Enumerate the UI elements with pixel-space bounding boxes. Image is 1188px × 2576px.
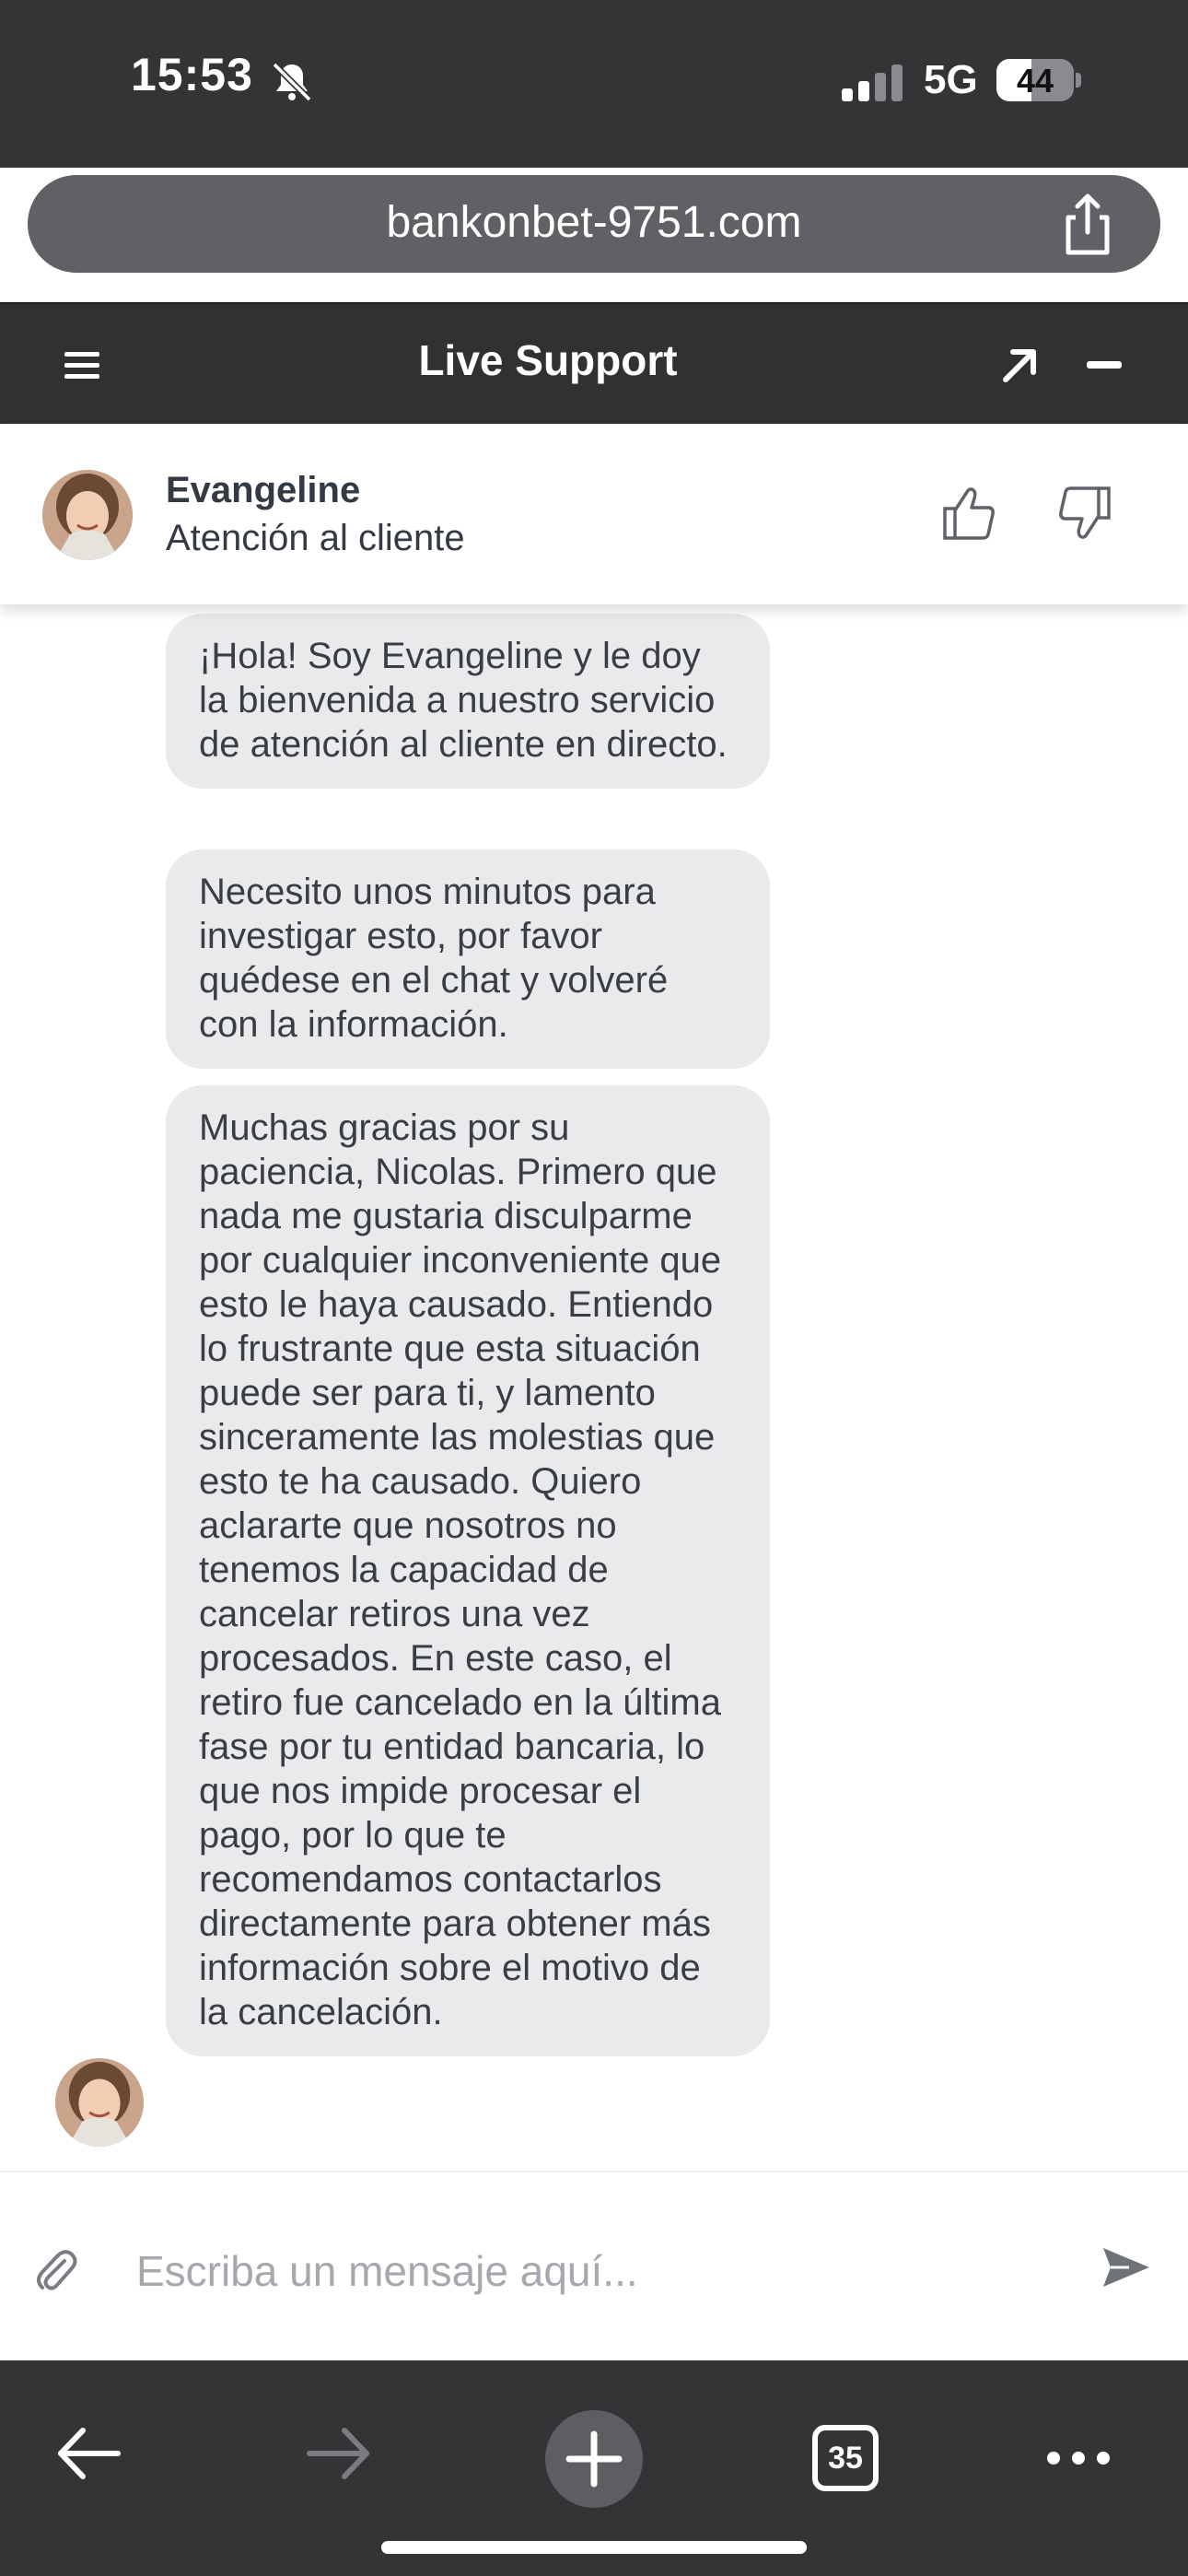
message-composer <box>0 2171 1188 2362</box>
battery-level: 44 <box>1016 62 1054 100</box>
message-bubble: Muchas gracias por su paciencia, Nicolas. Primero que nada me gustaria disculparme por cualquier inconveniente que esto le haya causado. Entiendo lo frustrante que esta situación puede ser para ti, y lamento sinceramente las molestias que esto te ha causado. Quiero aclararte que nosotros no tenemos la capacidad de cancelar retiros una vez procesados. En este caso, el retiro fue cancelado en la última fase por tu entidad bancaria, lo que nos impide procesar el pago, por lo que te recomendamos contactarlos directamente para obtener más información sobre el motivo de la cancelación. <box>166 1085 770 2056</box>
agent-name: Evangeline <box>166 470 361 510</box>
bell-off-icon <box>269 59 315 105</box>
battery-icon <box>996 59 1083 101</box>
message-bubble: ¡Hola! Soy Evangeline y le doy la bienvenida a nuestro servicio de atención al cliente en directo. <box>166 614 770 789</box>
thumbs-up-icon[interactable] <box>941 485 996 542</box>
agent-role: Atención al cliente <box>166 518 465 558</box>
thumbs-down-icon[interactable] <box>1057 485 1112 542</box>
agent-bar <box>0 424 1188 604</box>
send-icon[interactable] <box>1101 2244 1151 2290</box>
signal-icon <box>840 63 904 101</box>
support-title: Live Support <box>418 336 678 384</box>
address-bar[interactable] <box>28 175 1160 273</box>
minimize-icon[interactable] <box>1087 361 1122 369</box>
status-bar <box>0 0 1188 168</box>
agent-avatar <box>42 470 133 560</box>
popout-icon[interactable] <box>998 345 1041 387</box>
live-support-header <box>0 302 1188 424</box>
more-icon[interactable] <box>1044 2449 1112 2467</box>
status-time: 15:53 <box>131 49 253 100</box>
new-tab-button[interactable] <box>545 2410 643 2508</box>
url-text[interactable]: bankonbet-9751.com <box>386 198 802 247</box>
message-input[interactable] <box>134 2235 1059 2307</box>
forward-arrow-icon[interactable] <box>306 2421 374 2486</box>
share-icon[interactable] <box>1059 192 1116 258</box>
plus-icon <box>545 2410 643 2508</box>
paperclip-icon[interactable] <box>33 2244 79 2296</box>
chat-transcript[interactable] <box>0 604 1188 2171</box>
back-arrow-icon[interactable] <box>53 2421 122 2486</box>
home-indicator[interactable] <box>381 2541 807 2554</box>
message-bubble: Necesito unos minutos para investigar esto, por favor quédese en el chat y volveré con la información. <box>166 849 770 1069</box>
network-type: 5G <box>924 57 978 102</box>
tabs-icon[interactable]: 35 <box>812 2425 879 2491</box>
message-avatar <box>55 2058 144 2147</box>
